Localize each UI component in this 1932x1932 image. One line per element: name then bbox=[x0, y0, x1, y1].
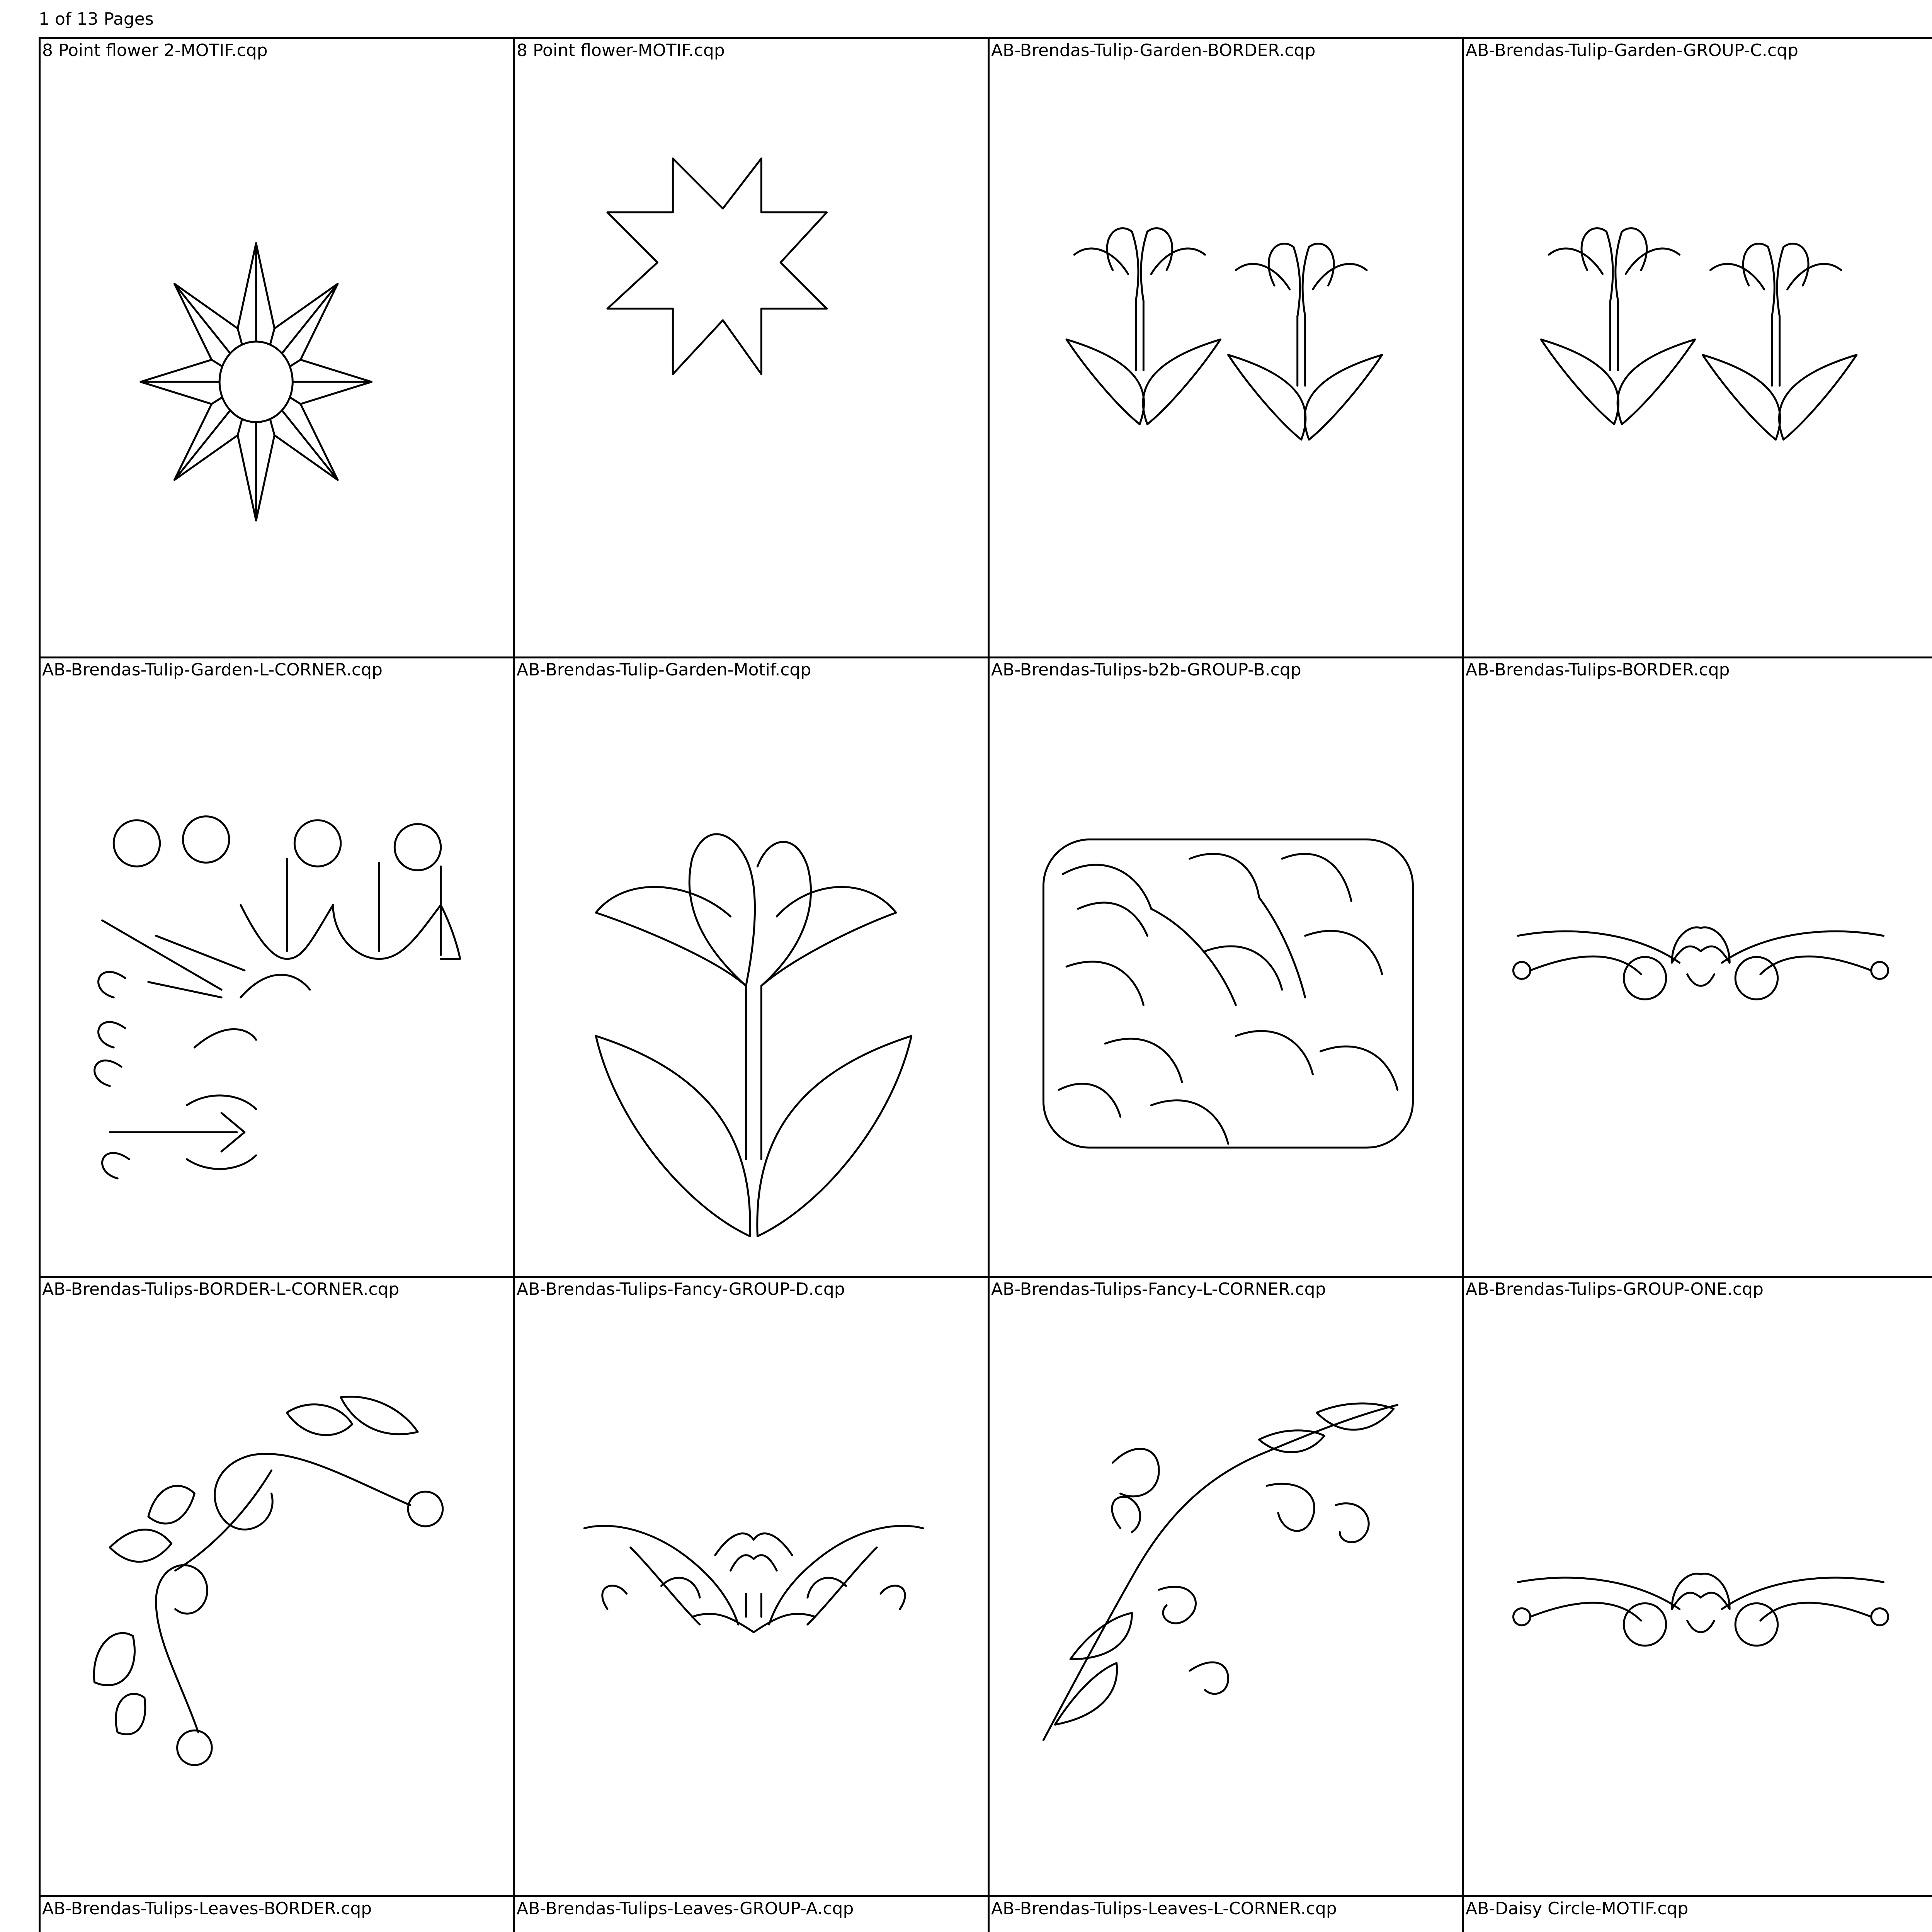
pattern-cell[interactable] bbox=[515, 1897, 990, 1932]
pattern-filename: 8 Point flower-MOTIF.cqp bbox=[517, 41, 725, 60]
pattern-cell[interactable] bbox=[1464, 658, 1932, 1278]
leaves-border-icon bbox=[41, 1897, 513, 1932]
pattern-filename: AB-Brendas-Tulips-BORDER.cqp bbox=[1466, 660, 1730, 680]
pattern-cell[interactable] bbox=[990, 1278, 1464, 1897]
fancy-tulip-group-icon bbox=[515, 1278, 988, 1895]
feather-b2b-icon bbox=[990, 658, 1462, 1276]
pattern-cell[interactable] bbox=[41, 1897, 515, 1932]
pattern-filename: AB-Brendas-Tulips-Fancy-GROUP-D.cqp bbox=[517, 1279, 845, 1299]
pattern-filename: AB-Brendas-Tulips-b2b-GROUP-B.cqp bbox=[991, 660, 1301, 680]
pattern-filename: AB-Brendas-Tulip-Garden-GROUP-C.cqp bbox=[1466, 41, 1798, 60]
pattern-grid bbox=[39, 37, 1932, 1932]
pattern-filename: AB-Brendas-Tulips-GROUP-ONE.cqp bbox=[1466, 1279, 1764, 1299]
leaves-group-icon bbox=[515, 1897, 988, 1932]
pattern-filename: AB-Brendas-Tulips-Leaves-L-CORNER.cqp bbox=[991, 1899, 1337, 1918]
eight-point-star-icon bbox=[515, 39, 988, 656]
pattern-filename: AB-Brendas-Tulip-Garden-Motif.cqp bbox=[517, 660, 811, 680]
pattern-filename: AB-Brendas-Tulips-Fancy-L-CORNER.cqp bbox=[991, 1279, 1326, 1299]
pattern-filename: 8 Point flower 2-MOTIF.cqp bbox=[42, 41, 268, 60]
pattern-cell[interactable] bbox=[1464, 1897, 1932, 1932]
pattern-filename: AB-Brendas-Tulip-Garden-BORDER.cqp bbox=[991, 41, 1316, 60]
pattern-cell[interactable] bbox=[41, 658, 515, 1278]
tulip-corner-icon bbox=[41, 658, 513, 1276]
tulip-border-icon bbox=[990, 39, 1462, 656]
tulip-swirl-group-icon bbox=[1464, 1278, 1932, 1895]
tulip-motif-icon bbox=[515, 658, 988, 1276]
pattern-filename: AB-Brendas-Tulip-Garden-L-CORNER.cqp bbox=[42, 660, 383, 680]
fancy-tulip-corner-icon bbox=[990, 1278, 1462, 1895]
pattern-cell[interactable] bbox=[1464, 1278, 1932, 1897]
tulip-swirl-border-icon bbox=[1464, 658, 1932, 1276]
pattern-filename: AB-Brendas-Tulips-Leaves-GROUP-A.cqp bbox=[517, 1899, 854, 1918]
pattern-cell[interactable] bbox=[990, 1897, 1464, 1932]
pattern-cell[interactable] bbox=[990, 39, 1464, 658]
eight-point-flower-with-center-icon bbox=[41, 39, 513, 656]
pattern-cell[interactable] bbox=[515, 658, 990, 1278]
pattern-filename: AB-Brendas-Tulips-BORDER-L-CORNER.cqp bbox=[42, 1279, 400, 1299]
pattern-filename: AB-Brendas-Tulips-Leaves-BORDER.cqp bbox=[42, 1899, 372, 1918]
pattern-cell[interactable] bbox=[41, 1278, 515, 1897]
pattern-cell[interactable] bbox=[515, 1278, 990, 1897]
tulip-group-icon bbox=[1464, 39, 1932, 656]
tulip-swirl-corner-icon bbox=[41, 1278, 513, 1895]
pattern-cell[interactable] bbox=[41, 39, 515, 658]
daisy-circle-icon bbox=[1464, 1897, 1932, 1932]
page-counter: 1 of 13 Pages bbox=[39, 9, 154, 29]
pattern-cell[interactable] bbox=[515, 39, 990, 658]
pattern-filename: AB-Daisy Circle-MOTIF.cqp bbox=[1466, 1899, 1689, 1918]
pattern-cell[interactable] bbox=[1464, 39, 1932, 658]
leaves-corner-icon bbox=[990, 1897, 1462, 1932]
pattern-cell[interactable] bbox=[990, 658, 1464, 1278]
